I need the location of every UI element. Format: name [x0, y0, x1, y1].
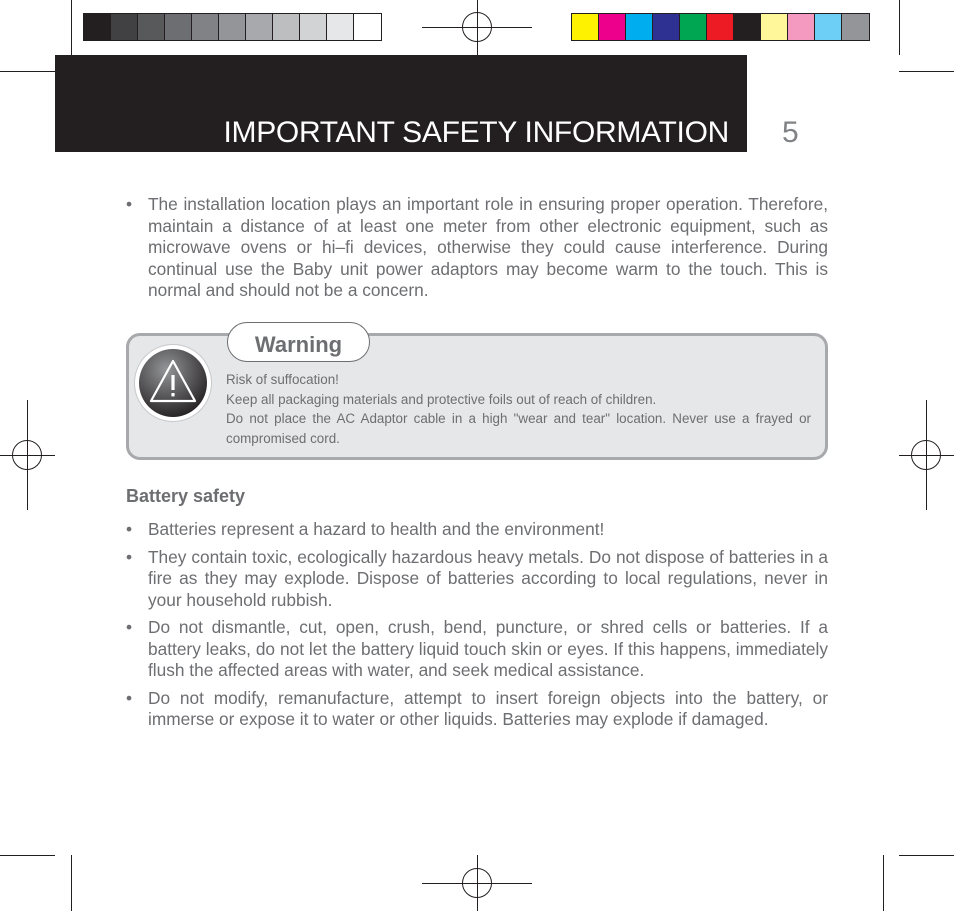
color-swatch: [734, 14, 761, 40]
battery-list: [126, 519, 828, 731]
warning-tab: [227, 322, 370, 362]
registration-target: [462, 12, 492, 42]
color-swatch: [219, 14, 246, 40]
color-swatch: [138, 14, 165, 40]
warning-line: Keep all packaging materials and protective foils out of reach of children.: [226, 391, 657, 407]
color-swatch: [246, 14, 273, 40]
color-swatch: [300, 14, 327, 40]
color-swatch: [354, 14, 381, 40]
page-title: IMPORTANT SAFETY INFORMATION: [223, 116, 729, 149]
list-item: • The installation location plays an important role in ensuring proper operation. Therefore, maintain a distance of at least one meter from other electronic equipment, such as microwave ovens or hi–fi devices, otherwise they could cause interference. During continual use the Baby unit power adaptors may become warm to the touch. This is normal and should not be a concern.: [126, 194, 828, 302]
color-swatch: [653, 14, 680, 40]
color-swatch: [327, 14, 354, 40]
color-swatch: [273, 14, 300, 40]
section-title: Battery safety: [126, 486, 246, 506]
color-swatch: [572, 14, 599, 40]
warning-line: Risk of suffocation!: [226, 372, 339, 387]
crop-mark: [899, 855, 954, 856]
color-swatch: [165, 14, 192, 40]
grey-swatch-bar: [83, 13, 382, 41]
page-number: 5: [782, 116, 799, 149]
color-swatch: [815, 14, 842, 40]
color-swatch: [788, 14, 815, 40]
crop-mark: [0, 855, 55, 856]
registration-target: [12, 440, 42, 470]
color-swatch: [761, 14, 788, 40]
list-item: • Do not dismantle, cut, open, crush, bend, puncture, or shred cells or batteries. If a battery leaks, do not let the battery liquid touch skin or eyes. If this happens, immediately flush the affected areas with water, and seek medical assistance.: [126, 617, 828, 682]
header-band: [55, 55, 747, 152]
warning-line: Do not place the AC Adaptor cable in a high "wear and tear" location. Never use a frayed or compromised cord.: [226, 411, 811, 446]
color-swatch: [842, 14, 869, 40]
color-swatch: [680, 14, 707, 40]
color-swatch: [84, 14, 111, 40]
list-item: • They contain toxic, ecologically hazardous heavy metals. Do not dispose of batteries in a fire as they may explode. Dispose of batteries according to local regulations, never in your household rubbish.: [126, 547, 828, 612]
crop-mark: [883, 855, 884, 911]
warning-text: [226, 370, 811, 448]
intro-list: [126, 194, 828, 302]
crop-mark: [899, 0, 900, 55]
crop-mark: [71, 0, 72, 55]
list-item: • Batteries represent a hazard to health and the environment!: [126, 519, 828, 541]
registration-target: [911, 440, 941, 470]
color-swatch: [707, 14, 734, 40]
color-swatch: [599, 14, 626, 40]
crop-mark: [0, 71, 55, 72]
list-item: • Do not modify, remanufacture, attempt to insert foreign objects into the battery, or immerse or expose it to water or other liquids. Batteries may explode if damaged.: [126, 688, 828, 731]
color-swatch: [192, 14, 219, 40]
color-swatch-bar: [571, 13, 870, 41]
crop-mark: [71, 855, 72, 911]
warning-triangle-icon: [135, 345, 211, 421]
color-swatch: [111, 14, 138, 40]
crop-mark: [899, 71, 954, 72]
warning-label: Warning: [254, 332, 343, 357]
registration-target: [462, 868, 492, 898]
color-swatch: [626, 14, 653, 40]
